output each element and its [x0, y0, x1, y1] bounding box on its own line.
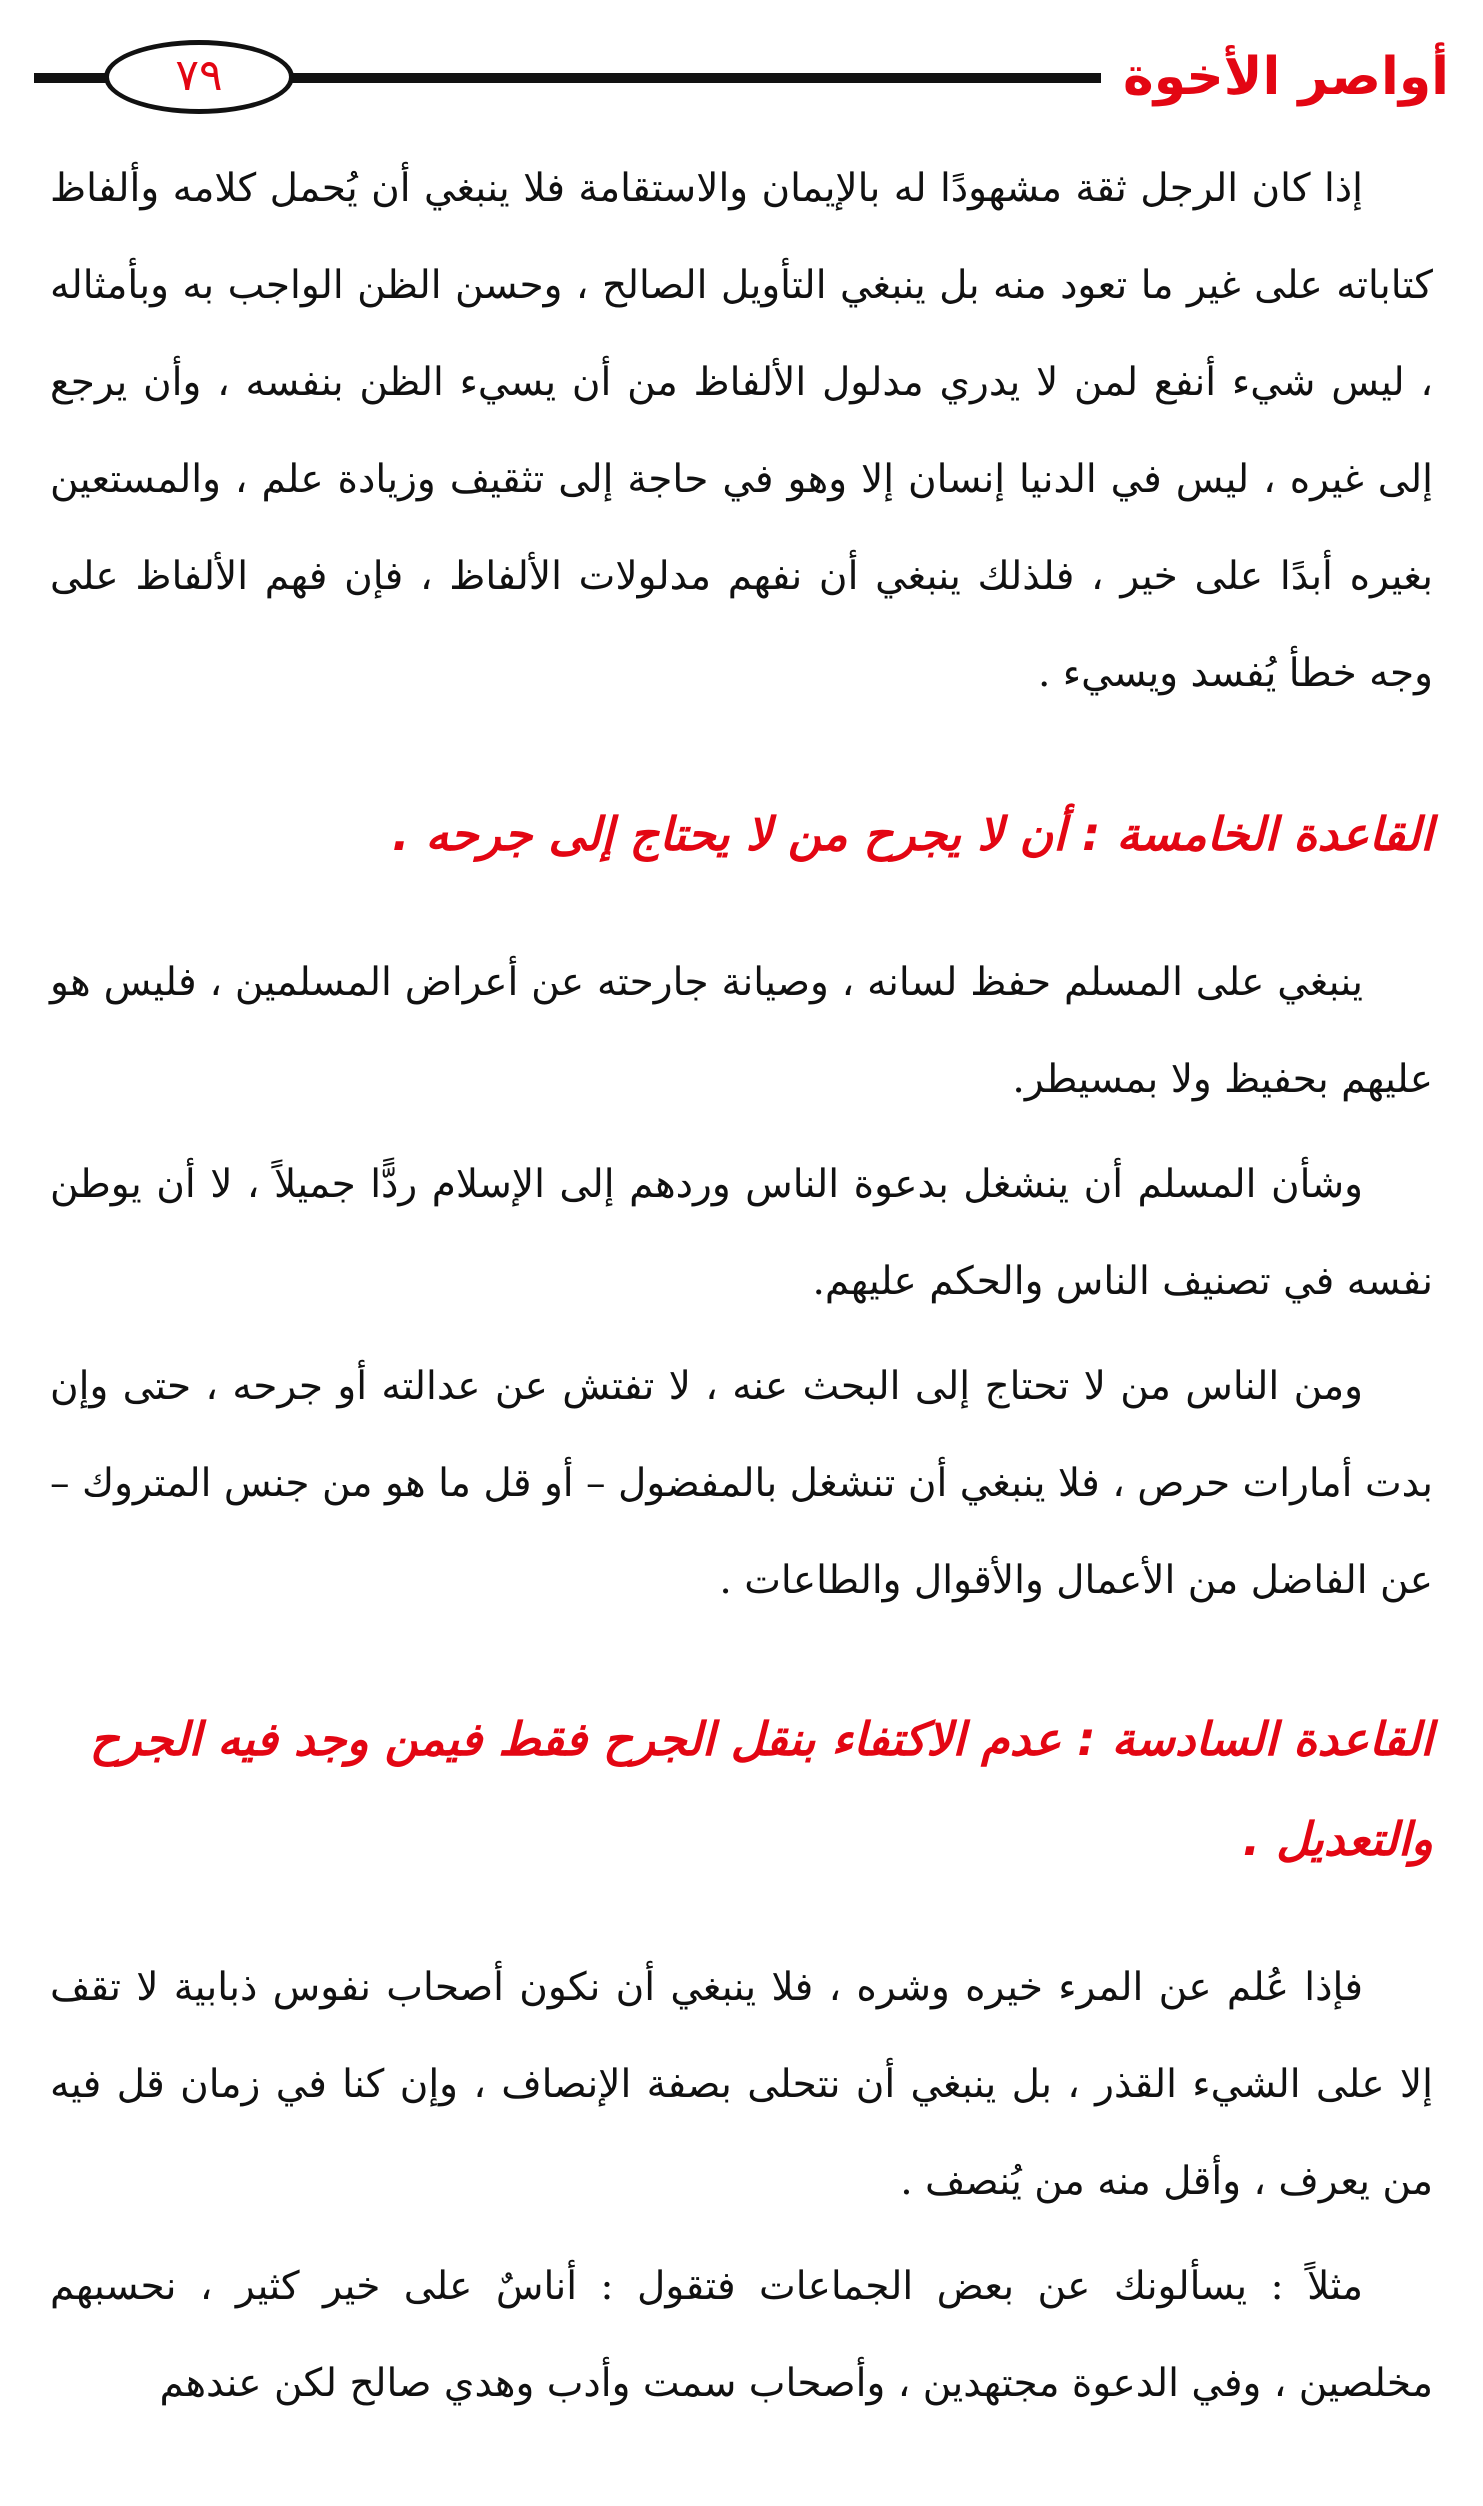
running-header: [34, 30, 1449, 120]
book-title: أواصر الأخوة: [1101, 38, 1449, 116]
page-number: ٧٩: [104, 40, 294, 114]
paragraph: مثلاً : يسألونك عن بعض الجماعات فتقول : أناسٌ على خير كثير ، نحسبهم مخلصين ، وفي الدعوة مجتهدين ، وأصحاب سمت وأدب وهدي صالح لكن عندهم: [50, 2264, 1433, 2406]
paragraph: وشأن المسلم أن ينشغل بدعوة الناس وردهم إلى الإسلام ردًّا جميلاً ، لا أن يوطن نفسه في تصنيف الناس والحكم عليهم.: [50, 1162, 1433, 1304]
section-heading-rule-6: القاعدة السادسة : عدم الاكتفاء بنقل الجرح فقط فيمن وجد فيه الجرح والتعديل .: [89, 1712, 1433, 1866]
section-heading-rule-5: القاعدة الخامسة : أن لا يجرح من لا يحتاج إلى جرحه .: [391, 807, 1433, 861]
paragraph: فإذا عُلم عن المرء خيره وشره ، فلا ينبغي أن نكون أصحاب نفوس ذبابية لا تقف إلا على الشيء القذر ، بل ينبغي أن نتحلى بصفة الإنصاف ، وإن كنا في زمان قل فيه من يعرف ، وأقل منه من يُنصف .: [50, 1965, 1433, 2204]
page-body: [50, 140, 1433, 2432]
paragraph: إذا كان الرجل ثقة مشهودًا له بالإيمان والاستقامة فلا ينبغي أن يُحمل كلامه وألفاظ كتاباته على غير ما تعود منه بل ينبغي التأويل الصالح ، وحسن الظن الواجب به وبأمثاله ، ليس شيء أنفع لمن لا يدري مدلول الألفاظ من أن يسيء الظن بنفسه ، وأن يرجع إلى غيره ، ليس في الدنيا إنسان إلا وهو في حاجة إلى تثقيف وزيادة علم ، والمستعين بغيره أبدًا على خير ، فلذلك ينبغي أن نفهم مدلولات الألفاظ ، فإن فهم الألفاظ على وجه خطأ يُفسد ويسيء .: [50, 166, 1433, 696]
paragraph: ومن الناس من لا تحتاج إلى البحث عنه ، لا تفتش عن عدالته أو جرحه ، حتى وإن بدت أمارات حرص ، فلا ينبغي أن تنشغل بالمفضول – أو قل ما هو من جنس المتروك – عن الفاضل من الأعمال والأقوال والطاعات .: [50, 1364, 1433, 1603]
paragraph: ينبغي على المسلم حفظ لسانه ، وصيانة جارحته عن أعراض المسلمين ، فليس هو عليهم بحفيظ ولا بمسيطر.: [50, 960, 1433, 1102]
